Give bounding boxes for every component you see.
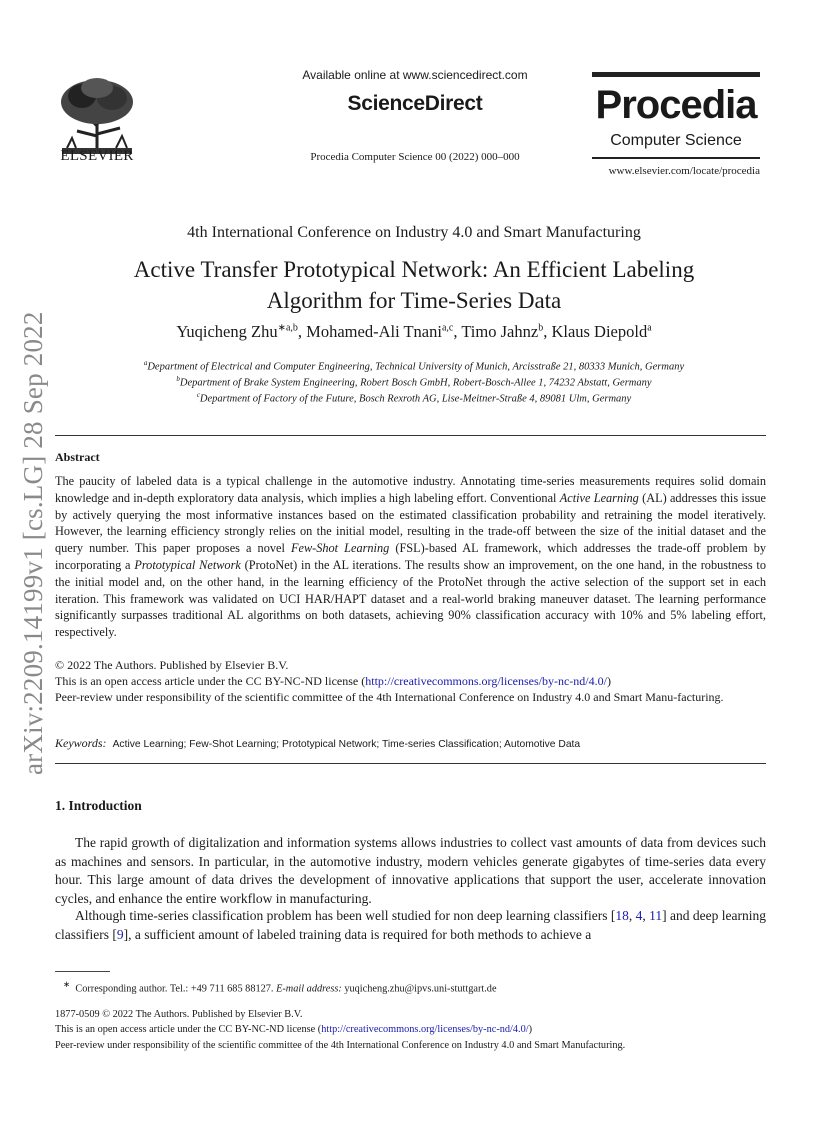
affiliation-c <box>60 391 768 405</box>
footer-issn: 1877-0509 © 2022 The Authors. Published by Elsevier B.V. <box>55 1009 303 1020</box>
conference-name: 4th International Conference on Industry 4.0 and Smart Manufacturing <box>187 224 641 241</box>
procedia-subtitle: Computer Science <box>610 132 742 149</box>
footnote-email[interactable]: yuqicheng.zhu@ipvs.uni-stuttgart.de <box>344 983 497 995</box>
abstract-text <box>55 473 766 641</box>
intro-paragraph-2: Although time-series classification problem has been well studied for non deep learning classifiers [18, 4, 11] and deep learning classifiers [9], a sufficient amount of labeled training data is required for both methods to achieve a <box>55 908 767 942</box>
footer-license-link[interactable]: http://creativecommons.org/licenses/by-nc-nd/4.0/ <box>321 1024 529 1035</box>
arxiv-id[interactable]: arXiv:2209.14199v1 [cs.LG] 28 Sep 2022 <box>18 311 48 775</box>
procedia-logo: Procedia <box>595 83 757 127</box>
abstract-segment: The paucity of labeled data is a typical challenge in the automotive industry. Annotating time-series measurements requires solid domain knowledge and in-depth exploratory data analysis, which implies a high labeling effort. Conventional <box>55 474 766 505</box>
keywords <box>55 735 766 754</box>
footnote-text: Corresponding author. Tel.: +49 711 685 88127. <box>75 983 277 995</box>
journal-citation: Procedia Computer Science 00 (2022) 000–000 <box>310 151 520 163</box>
affiliation-a <box>60 359 768 373</box>
abstract-bottom-rule <box>55 763 766 764</box>
author-affiliation-mark: a <box>647 322 652 334</box>
procedia-top-rule <box>592 72 760 77</box>
footnote-rule <box>55 971 110 972</box>
affiliation-text: Department of Electrical and Computer Engineering, Technical University of Munich, Arcisstraße 21, 80333 Munich, Germany <box>147 361 685 373</box>
intro-paragraph-1: The rapid growth of digitalization and information systems allows industries to collect vast amounts of data from devices such as machines and sensors. In particular, in the automotive industry, modern vehicles generate gigabytes of time-series data every hour. This large amount of data drives the development of innovative applications that support the user, accelerate innovation cycles, and enhance the entire workflow in manufacturing. <box>55 835 766 906</box>
affiliation-mark: a <box>143 359 148 367</box>
intro-text: ], a sufficient amount of labeled training data is required for both methods to achieve a <box>123 926 592 942</box>
author-name: Mohamed-Ali Tnani <box>306 322 442 341</box>
abstract-emphasis: Few-Shot Learning <box>290 541 390 556</box>
keywords-text: Active Learning; Few-Shot Learning; Prototypical Network; Time-series Classification; Automotive Data <box>112 739 581 750</box>
affiliation-mark: b <box>176 375 180 383</box>
elsevier-wordmark: ELSEVIER <box>60 148 134 164</box>
license-text: This is an open access article under the CC BY-NC-ND license ( <box>55 674 366 688</box>
affiliation-mark: c <box>196 391 200 399</box>
abstract-heading: Abstract <box>55 450 100 464</box>
procedia-bottom-rule <box>592 157 760 159</box>
abstract-top-rule <box>55 435 766 436</box>
author-separator: , <box>543 322 552 341</box>
footnote-mark: ∗ <box>63 979 71 989</box>
footer-open-access <box>55 1022 766 1037</box>
license-open-access <box>55 673 766 690</box>
title-line-1: Active Transfer Prototypical Network: An Efficient Labeling <box>133 257 695 282</box>
citation-link[interactable]: 9 <box>116 926 124 942</box>
license-text: ) <box>606 674 611 688</box>
citation-link[interactable]: 11 <box>649 908 663 923</box>
intro-text: Although time-series classification problem has been well studied for non deep learning classifiers [ <box>75 908 616 923</box>
license-copyright: © 2022 The Authors. Published by Elsevier B.V. <box>55 658 289 672</box>
abstract-segment: (AL) addresses this issue by actively querying the most informative instances based on the estimated classification probability and retraining the model iteratively. However, the learning efficiency strongly relies on the initial model, resulting in the trade-off between the size of the initial dataset and the query number. This paper proposes a novel <box>55 490 766 556</box>
journal-url[interactable]: www.elsevier.com/locate/procedia <box>608 165 760 177</box>
author-name: Klaus Diepold <box>551 322 648 341</box>
footnote-email-label: E-mail address: <box>276 983 342 995</box>
author-affiliation-mark: a,c <box>441 322 454 334</box>
footer-peer-review: Peer-review under responsibility of the scientific committee of the 4th International Conference on Industry 4.0 and Smart Manufacturing. <box>55 1040 626 1051</box>
abstract-segment: (FSL)-based AL framework, which addresses the trade-off problem by incorporating a <box>55 541 767 572</box>
paper-title <box>60 254 768 316</box>
license-link[interactable]: http://creativecommons.org/licenses/by-nc-nd/4.0/ <box>365 674 607 688</box>
affiliation-text: Department of Brake System Engineering, Robert Bosch GmbH, Robert-Bosch-Allee 1, 74232 Abstatt, Germany <box>179 377 652 389</box>
available-online: Available online at www.sciencedirect.com <box>302 68 528 82</box>
affiliation-b <box>60 375 768 389</box>
citation-link[interactable]: 18 <box>615 908 629 923</box>
abstract-emphasis: Active Learning <box>559 490 639 505</box>
author-name: Timo Jahnz <box>461 322 539 341</box>
author-affiliation-mark: ∗a,b <box>277 322 298 334</box>
sciencedirect-logo: ScienceDirect <box>347 92 483 115</box>
author-separator: , <box>297 322 307 341</box>
footer-text: This is an open access article under the CC BY-NC-ND license ( <box>55 1024 322 1035</box>
intro-text: ] and deep learning classifiers [ <box>55 908 767 942</box>
affiliation-text: Department of Factory of the Future, Bosch Rexroth AG, Lise-Meitner-Straße 4, 89081 Ulm, Germany <box>199 393 632 405</box>
title-line-2: Algorithm for Time-Series Data <box>266 288 562 313</box>
abstract-segment: (ProtoNet) in the AL iterations. The results show an improvement, on the one hand, in the robustness to the initial model and, on the other hand, in the learning efficiency of the ProtoNet through the active selection of the support set in each iteration. This framework was validated on UCI HAR/HAPT dataset and a real-world braking maneuver dataset. The learning performance significantly surpasses traditional AL algorithms on both datasets, achieving 90% classification accuracy with 10% and 5% labeling effort, respectively. <box>55 557 766 640</box>
license-peer-review: Peer-review under responsibility of the scientific committee of the 4th International Conference on Industry 4.0 and Smart Manu-facturing. <box>55 690 724 704</box>
footer-text: ) <box>528 1024 533 1035</box>
keywords-label: Keywords: <box>55 736 107 750</box>
author-list <box>60 322 768 342</box>
author-affiliation-mark: b <box>538 322 544 334</box>
footnote-corresponding-author <box>63 977 774 996</box>
section-heading-introduction: 1. Introduction <box>55 798 142 813</box>
abstract-emphasis: Prototypical Network <box>134 557 241 572</box>
author-name: Yuqicheng Zhu <box>176 322 278 341</box>
author-separator: , <box>453 322 462 341</box>
citation-link[interactable]: 4 <box>635 908 643 923</box>
